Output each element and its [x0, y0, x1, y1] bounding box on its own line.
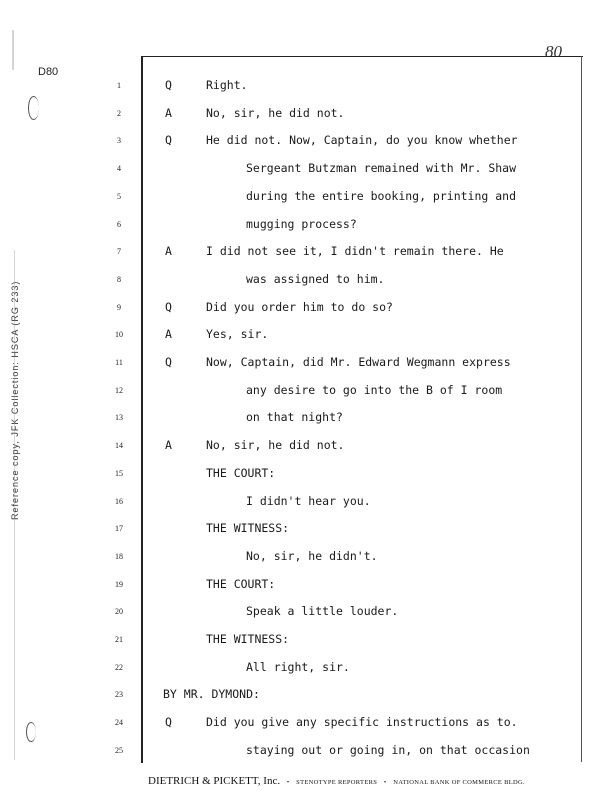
transcript-text: staying out or going in, on that occasion [246, 742, 530, 757]
speaker-marker: Q [165, 78, 172, 92]
transcript-text: THE COURT: [206, 465, 276, 480]
line-number: 20 [115, 607, 123, 617]
line-number: 5 [117, 191, 121, 201]
line-number: 14 [115, 441, 123, 451]
transcript-text: THE WITNESS: [206, 521, 290, 536]
transcript-text: any desire to go into the B of I room [246, 382, 503, 397]
transcript-text: mugging process? [246, 216, 357, 231]
transcript-text: Yes, sir. [206, 327, 269, 342]
binder-hole-bottom [26, 722, 36, 742]
line-number: 13 [115, 413, 123, 423]
margin-smudge [14, 250, 15, 760]
line-number: 2 [117, 108, 121, 118]
margin-stamp: Reference copy, JFK Collection: HSCA (RG 233) [10, 280, 20, 520]
line-number: 22 [115, 662, 123, 672]
line-number: 15 [115, 468, 123, 478]
reporter-firm: DIETRICH & PICKETT, Inc. [148, 775, 281, 787]
transcript-text: Speak a little louder. [246, 604, 399, 619]
line-number: 3 [117, 136, 121, 146]
document-code: D80 [38, 66, 59, 78]
speaker-marker: A [165, 327, 172, 342]
transcript-text: Did you order him to do so? [206, 299, 393, 314]
margin-smudge [12, 30, 14, 70]
transcript-text: on that night? [246, 410, 343, 425]
transcript-text: THE WITNESS: [206, 632, 290, 646]
speaker-marker: Q [165, 715, 172, 730]
line-number: 19 [115, 579, 123, 589]
transcript-text: Right. [206, 78, 248, 92]
transcript-text: was assigned to him. [246, 271, 385, 286]
reporter-location: NATIONAL BANK OF COMMERCE BLDG. [393, 779, 525, 786]
line-number: 16 [115, 496, 123, 506]
line-number: 4 [117, 164, 121, 174]
transcript-text: I didn't hear you. [246, 493, 371, 508]
speaker-marker: Q [165, 133, 172, 148]
footer-bullet: • [383, 779, 387, 786]
line-number: 17 [115, 524, 123, 534]
reporter-service: STENOTYPE REPORTERS [296, 779, 378, 786]
line-number: 25 [115, 745, 123, 755]
line-number: 8 [117, 274, 121, 284]
transcript-text: Now, Captain, did Mr. Edward Wegmann express [206, 355, 511, 369]
right-margin-rule [581, 56, 582, 762]
transcript-text: No, sir, he didn't. [246, 548, 378, 563]
footer [148, 775, 525, 787]
line-number: 24 [115, 718, 123, 728]
binder-hole-top [28, 96, 39, 120]
transcript-text: Did you give any specific instructions as to. [206, 715, 518, 730]
line-number: 6 [117, 219, 121, 229]
speaker-marker: Q [165, 299, 172, 314]
line-number: 1 [117, 81, 121, 90]
line-number: 10 [115, 330, 123, 340]
line-number: 9 [117, 302, 121, 312]
speaker-marker: A [165, 105, 172, 120]
footer-bullet: • [286, 779, 290, 786]
page-number: 80 [545, 42, 562, 61]
transcript-text: Sergeant Butzman remained with Mr. Shaw [246, 161, 517, 176]
line-number: 21 [115, 635, 123, 644]
transcript-text: He did not. Now, Captain, do you know whether [206, 133, 518, 148]
line-number: 7 [117, 247, 121, 257]
transcript-text: All right, sir. [246, 659, 350, 674]
line-number: 23 [115, 690, 123, 700]
speaker-marker: A [165, 438, 172, 453]
line-number: 12 [115, 385, 123, 395]
line-number: 11 [115, 358, 123, 367]
line-number: 18 [115, 551, 123, 561]
transcript-text: THE COURT: [206, 576, 276, 591]
speaker-marker: A [165, 244, 172, 259]
speaker-marker: Q [165, 355, 172, 369]
transcript-text: during the entire booking, printing and [246, 188, 517, 203]
transcript-text: No, sir, he did not. [206, 105, 345, 120]
transcript-text: BY MR. DYMOND: [163, 687, 260, 702]
transcript-text: No, sir, he did not. [206, 438, 345, 453]
transcript-text: I did not see it, I didn't remain there. He [206, 244, 504, 259]
